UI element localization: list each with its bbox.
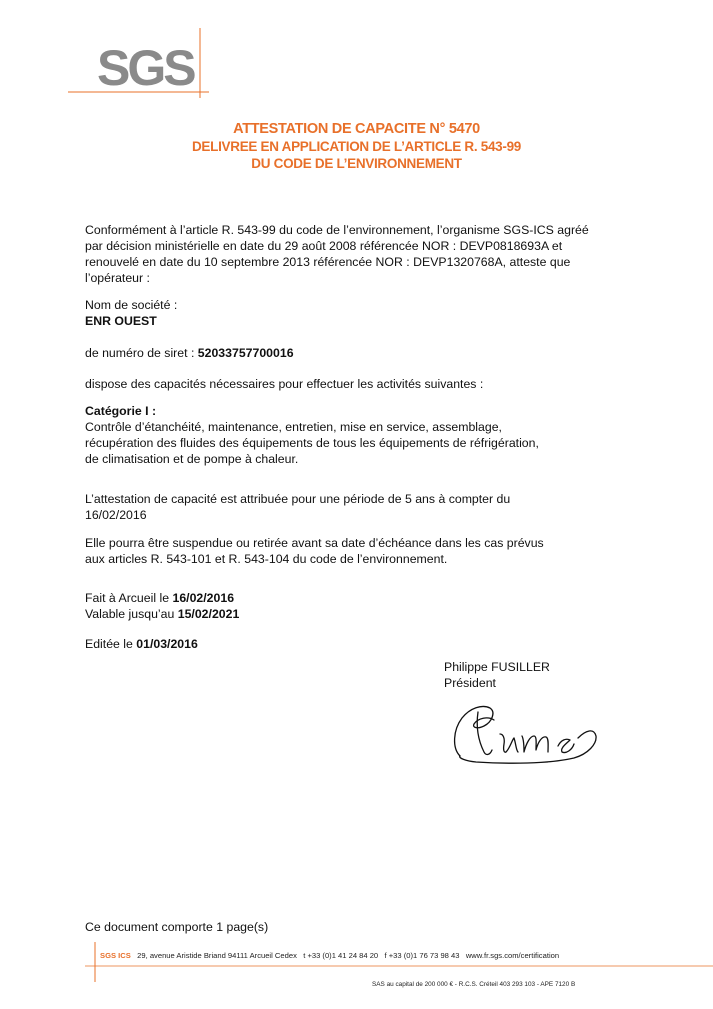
document-subtitle-2: DU CODE DE L’ENVIRONNEMENT xyxy=(251,156,462,171)
fait-label: Fait à Arcueil le xyxy=(85,591,173,605)
footer-website[interactable]: www.fr.sgs.com/certification xyxy=(465,951,560,960)
signatory-name: Philippe FUSILLER xyxy=(444,660,550,674)
editee-line xyxy=(85,636,198,652)
footer-phone: t +33 (0)1 41 24 84 20 xyxy=(303,951,379,960)
footer-contact xyxy=(100,951,559,960)
category-title: Catégorie I : xyxy=(85,404,157,418)
signatory-role: Président xyxy=(444,676,496,690)
valable-label: Valable jusqu’au xyxy=(85,607,178,621)
footer-address: 29, avenue Aristide Briand 94111 Arcueil Cedex xyxy=(137,951,297,960)
category-line: récupération des fluides des équipements de tous les équipements de réfrigération, xyxy=(85,436,539,450)
category-line: Contrôle d’étanchéité, maintenance, entretien, mise en service, assemblage, xyxy=(85,420,502,434)
footer-legal: SAS au capital de 200 000 € - R.C.S. Créteil 403 293 103 - APE 7120 B xyxy=(372,981,576,988)
company-name: ENR OUEST xyxy=(85,314,157,328)
intro-line: renouvelé en date du 10 septembre 2013 référencée NOR : DEVP1320768A, atteste que xyxy=(85,255,571,269)
category-block xyxy=(85,403,539,467)
footer-rule xyxy=(0,942,713,982)
document-title: ATTESTATION DE CAPACITE N° 5470 xyxy=(233,121,480,137)
editee-label: Editée le xyxy=(85,637,137,651)
logo-text: SGS xyxy=(97,40,194,96)
siret-line xyxy=(85,345,294,361)
period-line: 16/02/2016 xyxy=(85,508,147,522)
siret-value: 52033757700016 xyxy=(197,346,294,360)
pages-note: Ce document comporte 1 page(s) xyxy=(85,920,269,934)
editee-date: 01/03/2016 xyxy=(136,637,198,651)
valable-date: 15/02/2021 xyxy=(177,607,240,621)
intro-line: Conformément à l’article R. 543-99 du code de l’environnement, l’organisme SGS-ICS agréé xyxy=(85,223,589,237)
capacities-statement: dispose des capacités nécessaires pour effectuer les activités suivantes : xyxy=(85,377,484,391)
intro-line: par décision ministérielle en date du 29 août 2008 référencée NOR : DEVP0818693A et xyxy=(85,239,563,253)
sgs-logo xyxy=(68,28,209,98)
suspension-line: Elle pourra être suspendue ou retirée avant sa date d’échéance dans les cas prévus xyxy=(85,536,544,550)
signatory-block xyxy=(444,659,550,691)
dates-block xyxy=(85,590,239,622)
period-paragraph xyxy=(85,491,510,523)
category-line: de climatisation et de pompe à chaleur. xyxy=(85,452,299,466)
fait-line xyxy=(85,590,239,606)
footer-fax: f +33 (0)1 76 73 98 43 xyxy=(384,951,460,960)
suspension-line: aux articles R. 543-101 et R. 543-104 du code de l’environnement. xyxy=(85,552,448,566)
intro-paragraph xyxy=(85,222,589,286)
footer-company: SGS ICS xyxy=(100,951,131,960)
valable-line xyxy=(85,606,239,622)
period-line: L’attestation de capacité est attribuée pour une période de 5 ans à compter du xyxy=(85,492,511,506)
intro-line: l’opérateur : xyxy=(85,271,150,285)
fait-date: 16/02/2016 xyxy=(172,591,235,605)
siret-label: de numéro de siret : xyxy=(85,346,198,360)
suspension-paragraph xyxy=(85,535,544,567)
document-subtitle-1: DELIVREE EN APPLICATION DE L’ARTICLE R. 543-99 xyxy=(191,139,521,154)
company-label: Nom de société : xyxy=(85,298,178,312)
signature-image xyxy=(448,700,608,770)
